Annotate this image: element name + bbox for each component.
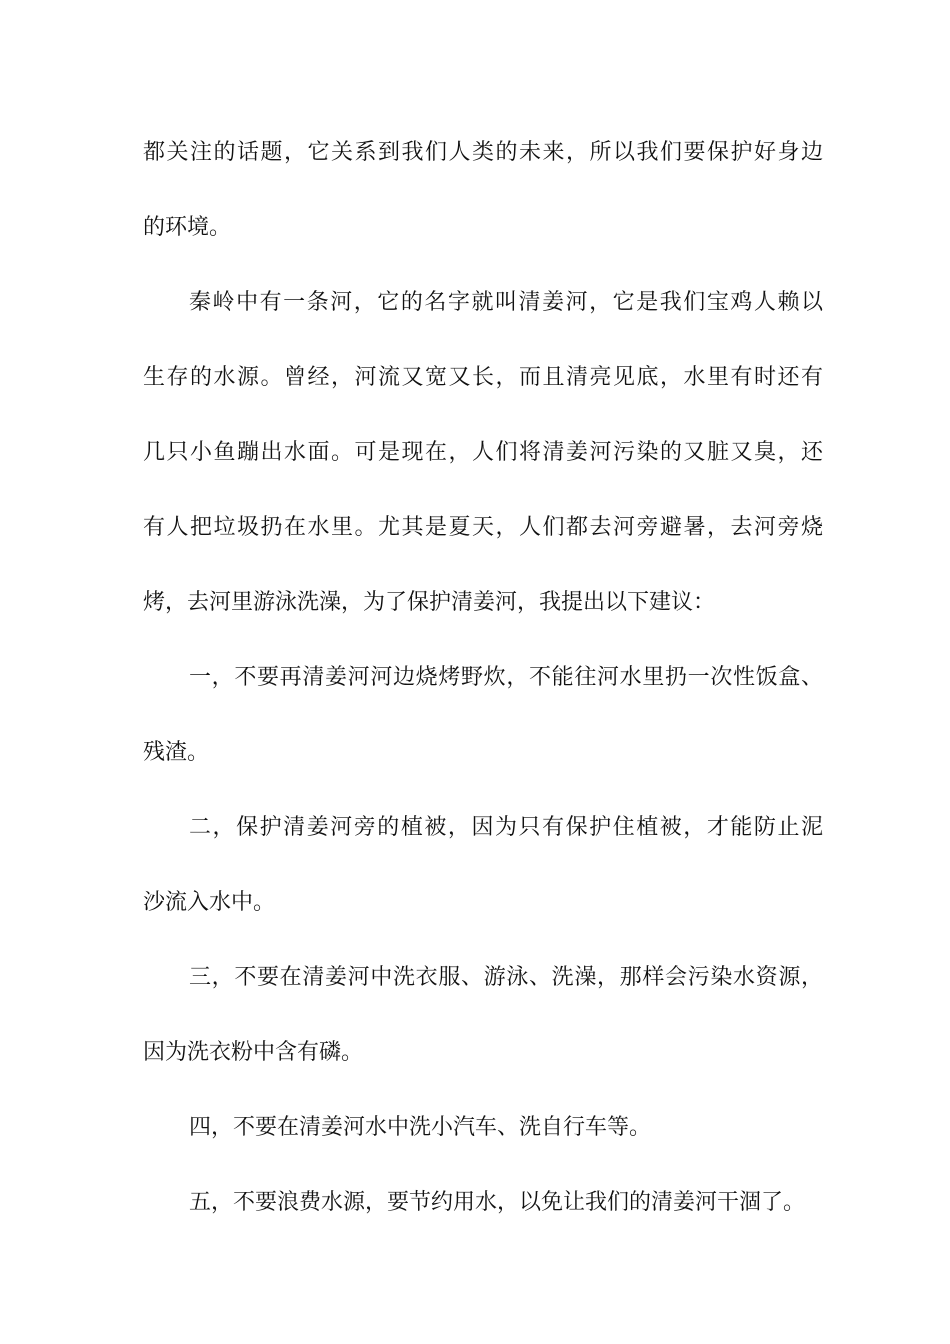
suggestion-five: 五，不要浪费水源，要节约用水，以免让我们的清姜河干涸了。 xyxy=(189,1190,806,1215)
suggestion-one: 一，不要再清姜河河边烧烤野炊，不能往河水里扔一次性饭盒、 xyxy=(189,665,823,690)
text-line: 有人把垃圾扔在水里。尤其是夏天，人们都去河旁避暑，去河旁烧 xyxy=(143,515,823,540)
text-line: 沙流入水中。 xyxy=(143,890,276,915)
suggestion-three: 三，不要在清姜河中洗衣服、游泳、洗澡，那样会污染水资源， xyxy=(189,965,823,990)
text-line: 都关注的话题，它关系到我们人类的未来，所以我们要保护好身边 xyxy=(143,140,823,165)
paragraph-first-line: 秦岭中有一条河，它的名字就叫清姜河，它是我们宝鸡人赖以 xyxy=(189,290,823,315)
text-line: 烤，去河里游泳洗澡，为了保护清姜河，我提出以下建议： xyxy=(143,590,716,615)
text-line: 几只小鱼蹦出水面。可是现在，人们将清姜河污染的又脏又臭，还 xyxy=(143,440,823,465)
text-line: 因为洗衣粉中含有磷。 xyxy=(143,1040,364,1065)
text-line: 残渣。 xyxy=(143,740,210,765)
suggestion-four: 四，不要在清姜河水中洗小汽车、洗自行车等。 xyxy=(189,1115,652,1140)
suggestion-two: 二，保护清姜河旁的植被，因为只有保护住植被，才能防止泥 xyxy=(189,815,823,840)
text-line: 生存的水源。曾经，河流又宽又长，而且清亮见底，水里有时还有 xyxy=(143,365,823,390)
text-line: 的环境。 xyxy=(143,215,232,240)
